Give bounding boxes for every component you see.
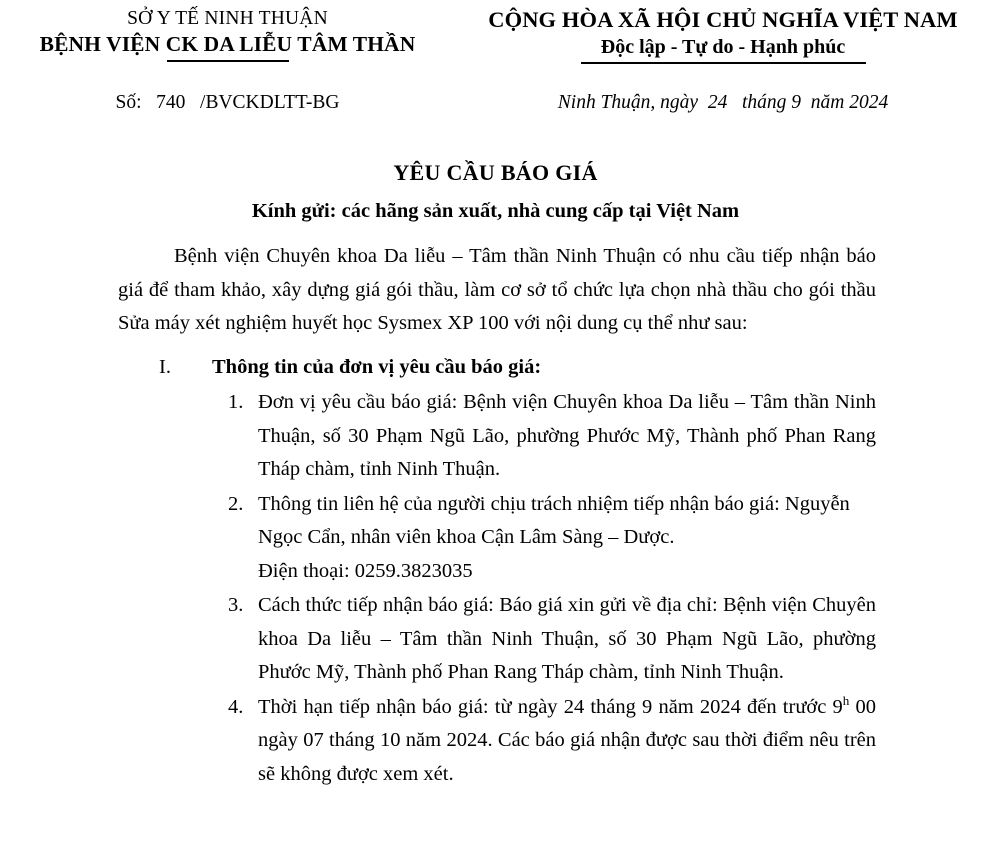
- deadline-text-before-time: Thời hạn tiếp nhận báo giá: từ ngày 24 tháng 9 năm 2024 đến trước 9: [258, 695, 843, 718]
- list-item-marker: 1.: [228, 391, 244, 413]
- list-item: [118, 386, 876, 487]
- document-meta-row: [0, 90, 991, 116]
- document-body: [118, 240, 876, 792]
- list-item-marker: 3.: [228, 594, 244, 616]
- national-heading-block: [455, 6, 991, 64]
- list-item-marker: 2.: [228, 492, 244, 515]
- hospital-name-underline: [167, 60, 289, 62]
- letterhead: [0, 0, 991, 64]
- list-item: [118, 488, 876, 589]
- list-item-main-text: Thông tin liên hệ của người chịu trách nhiệm tiếp nhận báo giá: Nguyễn Ngọc Cẩn, nhân viên khoa Cận Lâm Sàng – Dược.: [258, 492, 850, 548]
- list-item-text: Đơn vị yêu cầu báo giá: Bệnh viện Chuyên khoa Da liễu – Tâm thần Ninh Thuận, số 30 Phạm Ngũ Lão, phường Phước Mỹ, Thành phố Phan Rang Tháp chàm, tỉnh Ninh Thuận.: [258, 391, 876, 480]
- hospital-name: BỆNH VIỆN CK DA LIỄU TÂM THẦN: [39, 32, 416, 56]
- list-item-marker: 4.: [228, 695, 244, 718]
- parent-organization-name: SỞ Y TẾ NINH THUẬN: [127, 8, 328, 29]
- national-motto-underline: [581, 62, 866, 64]
- title-block: [0, 158, 991, 226]
- list-item: [118, 691, 876, 792]
- list-item-text: [258, 488, 876, 589]
- recipient-line: Kính gửi: các hãng sản xuất, nhà cung cấp tại Việt Nam: [251, 200, 740, 222]
- place-and-date: Ninh Thuận, ngày 24 tháng 9 năm 2024: [557, 92, 889, 113]
- issuing-organization-block: [0, 6, 455, 64]
- national-title: CỘNG HÒA XÃ HỘI CHỦ NGHĨA VIỆT NAM: [488, 7, 958, 32]
- intro-paragraph: Bệnh viện Chuyên khoa Da liễu – Tâm thần Ninh Thuận có nhu cầu tiếp nhận báo giá để tham khảo, xây dựng giá gói thầu, làm cơ sở tổ chức lựa chọn nhà thầu cho gói thầu Sửa máy xét nghiệm huyết học Sysmex XP 100 với nội dung cụ thể như sau:: [118, 245, 876, 334]
- page-title: YÊU CẦU BÁO GIÁ: [393, 160, 598, 185]
- national-motto: Độc lập - Tự do - Hạnh phúc: [600, 36, 846, 58]
- section-title: Thông tin của đơn vị yêu cầu báo giá:: [212, 355, 542, 378]
- requirements-list: [118, 386, 876, 791]
- deadline-text-after-time: 00 ngày 07 tháng 10 năm 2024. Các báo giá nhận được sau thời điểm nêu trên sẽ không được xem xét.: [258, 695, 876, 785]
- list-item-text: Cách thức tiếp nhận báo giá: Báo giá xin gửi về địa chỉ: Bệnh viện Chuyên khoa Da liễu – Tâm thần Ninh Thuận, số 30 Phạm Ngũ Lão, phường Phước Mỹ, Thành phố Phan Rang Tháp chàm, tỉnh Ninh Thuận.: [258, 594, 876, 683]
- section-numeral: I.: [159, 355, 171, 378]
- contact-phone-line: Điện thoại: 0259.3823035: [258, 559, 473, 582]
- document-number: Số: 740 /BVCKDLTT-BG: [115, 92, 340, 113]
- section-heading-1: [118, 351, 876, 385]
- list-item: [118, 589, 876, 690]
- list-item-text: [258, 691, 876, 792]
- hour-superscript: h: [842, 692, 850, 708]
